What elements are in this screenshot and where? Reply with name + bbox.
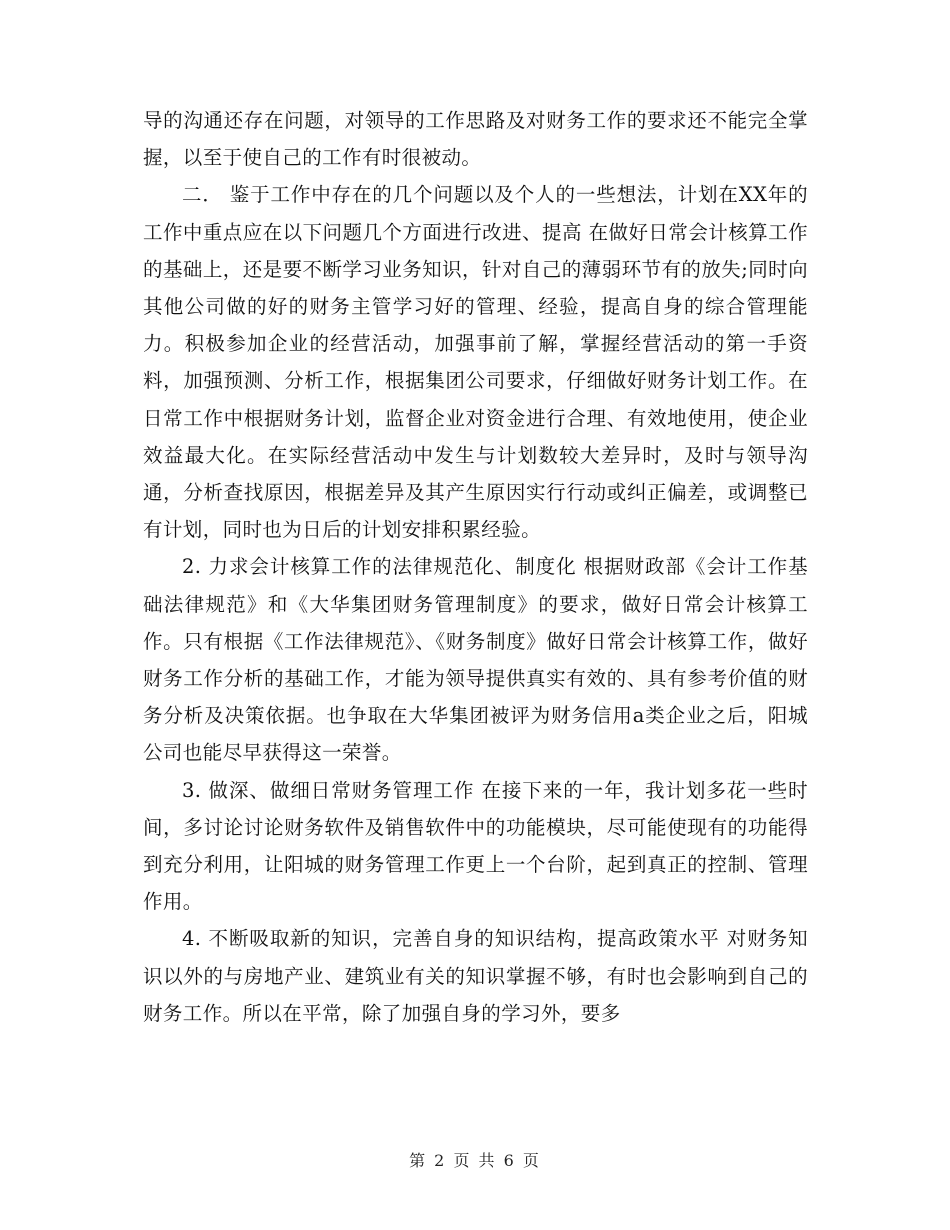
paragraph-item-3: 3. 做深、做细日常财务管理工作 在接下来的一年，我计划多花一些时间，多讨论讨论财务软件及销售软件中的功能模块，尽可能使现有的功能得到充分利用，让阳城的财务管理工作更上一个台阶，起到真正的控制、管理作用。 [143, 778, 808, 914]
paragraph-item-2: 2. 力求会计核算工作的法律规范化、制度化 根据财政部《会计工作基础法律规范》和《大华集团财务管理制度》的要求，做好日常会计核算工作。只有根据《工作法律规范》、《财务制度》做好日常会计核算工作，做好财务工作分析的基础工作，才能为领导提供真实有效的、具有参考价值的财务分析及决策依据。也争取在大华集团被评为财务信用a类企业之后，阳城公司也能尽早获得这一荣誉。 [143, 555, 808, 765]
page-footer: 第 2 页 共 6 页 [409, 1151, 541, 1170]
paragraph-item-4: 4. 不断吸取新的知识，完善自身的知识结构，提高政策水平 对财务知识以外的与房地产业、建筑业有关的知识掌握不够，有时也会影响到自己的财务工作。所以在平常，除了加强自身的学习外，要多 [143, 927, 808, 1025]
document-body [143, 102, 808, 1032]
paragraph-section-two: 二． 鉴于工作中存在的几个问题以及个人的一些想法，计划在XX年的工作中重点应在以下问题几个方面进行改进、提高 在做好日常会计核算工作的基础上，还是要不断学习业务知识，针对自己的薄弱环节有的放失;同时向其他公司做的好的财务主管学习好的管理、经验，提高自身的综合管理能力。积极参加企业的经营活动，加强事前了解，掌握经营活动的第一手资料，加强预测、分析工作，根据集团公司要求，仔细做好财务计划工作。在日常工作中根据财务计划，监督企业对资金进行合理、有效地使用，使企业效益最大化。在实际经营活动中发生与计划数较大差异时，及时与领导沟通，分析查找原因，根据差异及其产生原因实行行动或纠正偏差，或调整已有计划，同时也为日后的计划安排积累经验。 [143, 183, 808, 542]
paragraph-continuation: 导的沟通还存在问题，对领导的工作思路及对财务工作的要求还不能完全掌握，以至于使自己的工作有时很被动。 [143, 109, 808, 170]
